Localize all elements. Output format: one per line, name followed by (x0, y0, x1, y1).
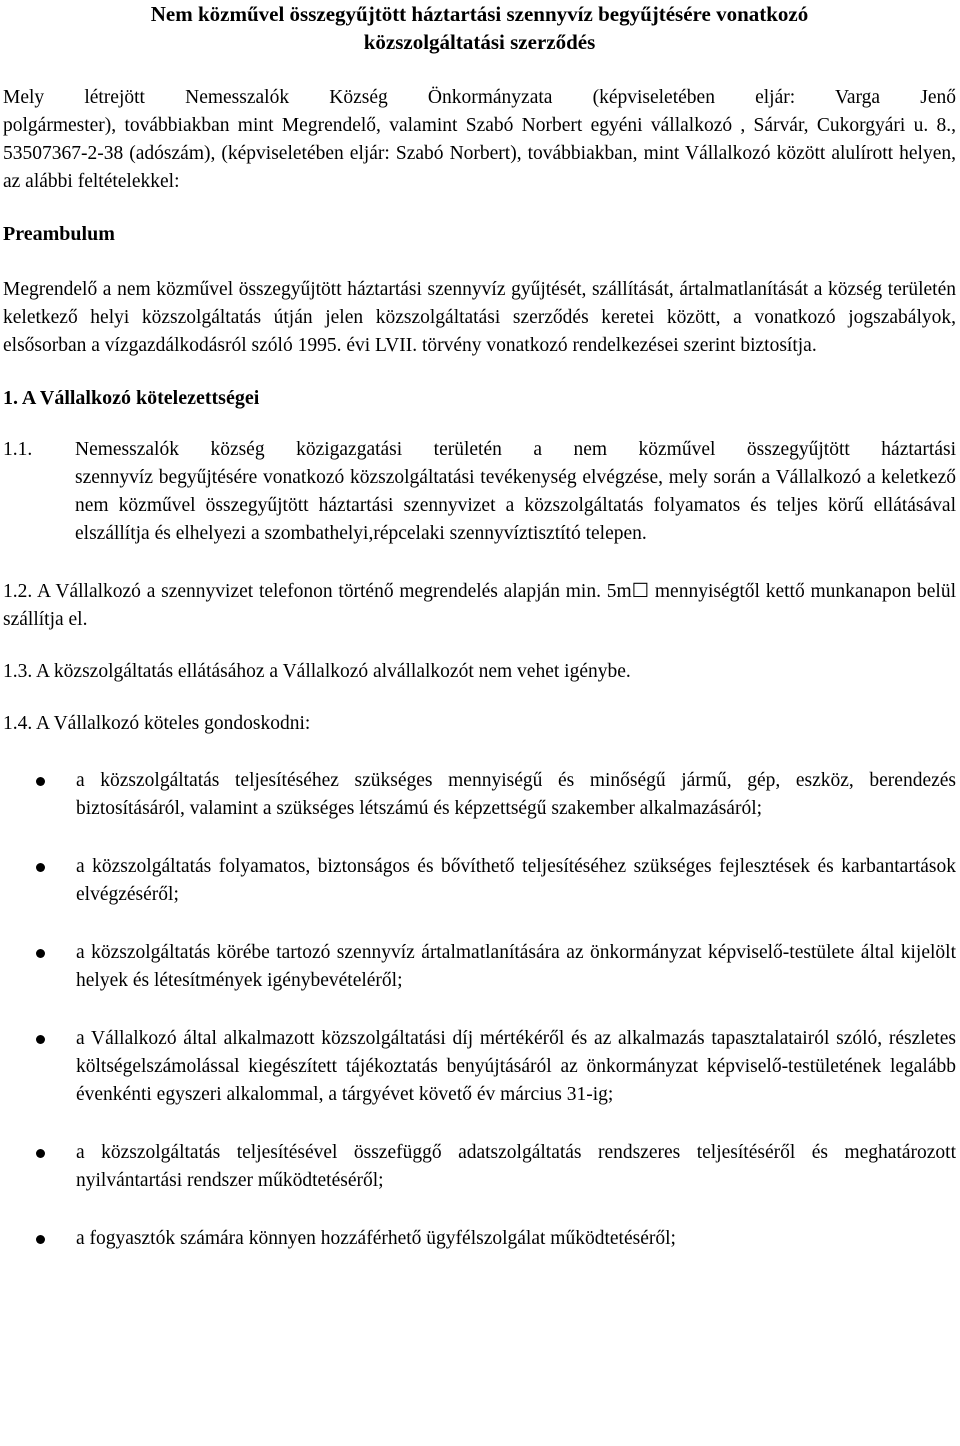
list-item-text: a közszolgáltatás teljesítéséhez szükséges mennyiségű és minőségű jármű, gép, eszköz, berendezés biztosításáról, valamint a szükséges létszámú és képzettségű szakember alkalmazásáról; (76, 770, 956, 819)
intro-paragraph (3, 84, 956, 196)
intro-rest: polgármester), továbbiakban mint Megrendelő, valamint Szabó Norbert egyéni vállalkozó , Sárvár, Cukorgyári u. 8., 53507367-2-38 (adószám), (képviseletében eljár: Szabó Norbert), továbbiakban, mint Vállalkozó között alulírott helyen, az alábbi feltételekkel: (3, 115, 956, 192)
preambulum-heading: Preambulum (3, 223, 115, 245)
clause-1-1-text (75, 436, 956, 548)
list-item-text: a Vállalkozó által alkalmazott közszolgáltatási díj mértékéről és az alkalmazás tapasztalatairól szóló, részletes költségelszámolással kiegészített tájékoztatás benyújtásáról az önkormányzat képviselő-testületének legalább évenkénti egyszeri alkalommal, a tárgyévet követő év március 31-ig; (76, 1028, 956, 1105)
title-line-2: közszolgáltatási szerződés (363, 30, 596, 54)
title-line-1: Nem közművel összegyűjtött háztartási szennyvíz begyűjtésére vonatkozó (150, 2, 809, 26)
bullet-icon (36, 1235, 45, 1244)
document-title (3, 0, 956, 56)
list-item-text: a közszolgáltatás teljesítésével összefüggő adatszolgáltatás rendszeres teljesítéséről és meghatározott nyilvántartási rendszer működtetéséről; (76, 1142, 956, 1191)
section-1-heading: 1. A Vállalkozó kötelezettségei (3, 387, 260, 409)
clause-1-1-number: 1.1. (3, 439, 33, 460)
clause-1-1 (3, 436, 956, 548)
clause-1-1-first-line: Nemesszalók község közigazgatási területén a nem közművel összegyűjtött háztartási (75, 439, 956, 460)
clause-1-4: 1.4. A Vállalkozó köteles gondoskodni: (3, 713, 311, 734)
intro-first-line: Mely létrejött Nemesszalók Község Önkormányzata (képviseletében eljár: Varga Jenő (3, 87, 956, 108)
list-item (3, 767, 956, 823)
list-item-text: a közszolgáltatás körébe tartozó szennyvíz ártalmatlanítására az önkormányzat képviselő-testülete által kijelölt helyek és létesítmények igénybevételéről; (76, 942, 956, 991)
list-item (3, 939, 956, 995)
clause-1-3: 1.3. A közszolgáltatás ellátásához a Vállalkozó alvállalkozót nem vehet igénybe. (3, 661, 631, 682)
list-item (3, 1025, 956, 1109)
obligations-list (3, 767, 956, 1253)
clause-1-2: 1.2. A Vállalkozó a szennyvizet telefonon történő megrendelés alapján min. 5m☐ mennyiségtől kettő munkanapon belül szállítja el. (3, 581, 956, 630)
bullet-icon (36, 949, 45, 958)
list-item-text: a közszolgáltatás folyamatos, biztonságos és bővíthető teljesítéséhez szükséges fejlesztések és karbantartások elvégzéséről; (76, 856, 956, 905)
bullet-icon (36, 777, 45, 786)
list-item (3, 1225, 956, 1253)
preambulum-paragraph: Megrendelő a nem közművel összegyűjtött háztartási szennyvíz gyűjtését, szállítását, ártalmatlanítását a község területén keletkező helyi közszolgáltatás útján jelen közszolgáltatási szerződés keretei között, a vonatkozó jogszabályok, elsősorban a vízgazdálkodásról szóló 1995. évi LVII. törvény vonatkozó rendelkezései szerint biztosítja. (3, 279, 956, 356)
bullet-icon (36, 1035, 45, 1044)
bullet-icon (36, 1149, 45, 1158)
bullet-icon (36, 863, 45, 872)
list-item-text: a fogyasztók számára könnyen hozzáférhető ügyfélszolgálat működtetéséről; (76, 1228, 676, 1249)
clause-1-1-rest: szennyvíz begyűjtésére vonatkozó közszolgáltatási tevékenység elvégzése, mely során a Vállalkozó a keletkező nem közművel összegyűjtött háztartási szennyvizet a közszolgáltatás folyamatos és teljes körű ellátásával elszállítja és elhelyezi a szombathelyi,répcelaki szennyvíztisztító telepen. (75, 467, 956, 544)
list-item (3, 1139, 956, 1195)
list-item (3, 853, 956, 909)
